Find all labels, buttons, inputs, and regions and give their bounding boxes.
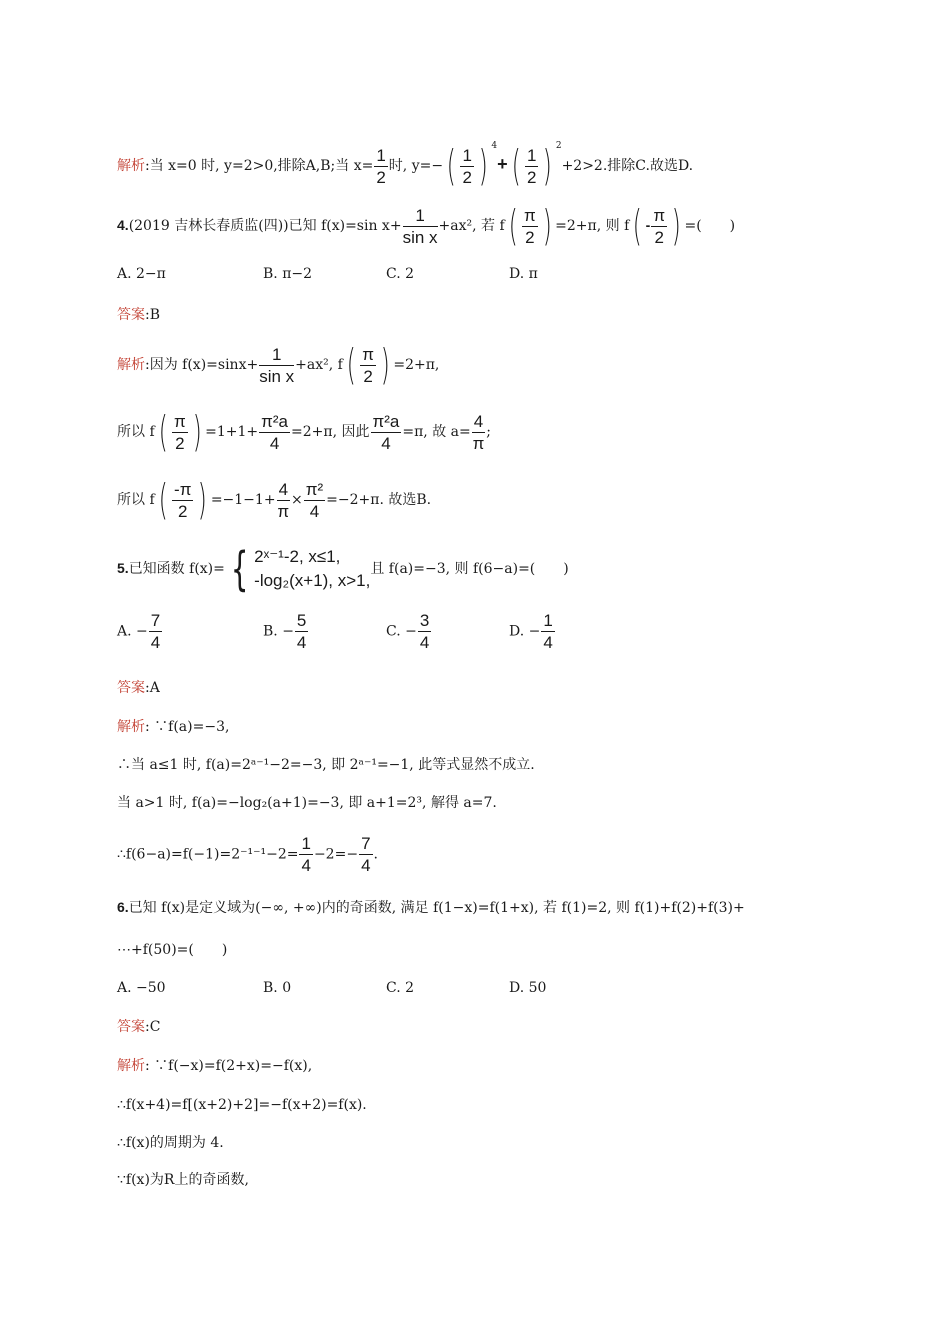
fraction: $\frac{\text{π²a}}{4}$: [261, 411, 289, 453]
q5-analysis-line-2: ∴当 a≤1 时, f(a)=2ᵃ⁻¹−2=−3, 即 2ᵃ⁻¹=−1, 此等式显然不成立.: [117, 757, 535, 773]
q6-analysis-line-4: ∵f(x)为R上的奇函数,: [117, 1172, 249, 1188]
q4-option-d: D. π: [509, 266, 538, 282]
fraction: $\frac{7}{4}$: [361, 834, 371, 875]
answer-value: :B: [145, 307, 161, 323]
fraction: $\frac{-\pi}{2}$: [174, 479, 192, 521]
piecewise-cases: 2ˣ⁻¹-2, x≤1, -log₂(x+1), x>1,: [254, 547, 371, 590]
stem-text: =2+π, 则 f: [555, 218, 630, 234]
analysis-label: 解析: [117, 1058, 145, 1074]
fraction: $\frac{\text{π²a}}{4}$: [372, 411, 400, 453]
q6-answer: [117, 1017, 160, 1037]
fraction: $\frac{1}{4}$: [301, 834, 311, 875]
answer-label: 答案: [117, 680, 145, 696]
q5-answer: [117, 678, 160, 698]
q5-option-b: B. − $\frac{5}{4}$: [263, 611, 307, 652]
question-number: 6.: [117, 899, 129, 915]
q6-analysis-line-2: ∴f(x+4)=f[(x+2)+2]=−f(x+2)=f(x).: [117, 1097, 367, 1113]
fraction: $\frac{1}{\text{sin x}}$: [259, 344, 295, 386]
fraction: $\frac{\pi}{2}$: [362, 344, 374, 386]
fraction: $\frac{4}{\pi}$: [277, 479, 290, 521]
q5-option-c: C. − $\frac{3}{4}$: [386, 611, 430, 652]
q5-analysis-line-1: 解析: ∵f(a)=−3,: [117, 719, 230, 735]
fraction: $\frac{1}{\text{sin x}}$: [402, 205, 438, 247]
q4-answer: [117, 305, 160, 325]
q4-analysis-line-1: 解析:因为 f(x)=sinx+ $\frac{1}{\text{sin x}}$ +ax², f( $\frac{\pi}{2}$ ) =2+π,: [117, 340, 440, 389]
q4-option-a: A. 2−π: [117, 266, 166, 282]
answer-value: :A: [145, 680, 160, 696]
stem-text: =( ): [684, 218, 736, 234]
fraction: $\frac{\pi}{2}$: [524, 205, 536, 247]
q5-option-d: D. − $\frac{1}{4}$: [509, 611, 553, 652]
answer-label: 答案: [117, 1019, 145, 1035]
fraction: $\frac{1}{2}$: [462, 145, 472, 187]
q6-option-d: D. 50: [509, 980, 547, 996]
q6-option-a: A. −50: [117, 980, 166, 996]
answer-label: 答案: [117, 307, 145, 323]
q6-stem-line-1: 6.已知 f(x)是定义域为(−∞, +∞)内的奇函数, 满足 f(1−x)=f(1+x), 若 f(1)=2, 则 f(1)+f(2)+f(3)+: [117, 899, 745, 916]
analysis-text: +2>2.排除C.故选D.: [561, 158, 694, 174]
analysis-text: 时, y=−: [388, 158, 444, 174]
q4-option-b: B. π−2: [263, 266, 313, 282]
fraction: $\frac{\pi}{2}$: [174, 411, 186, 453]
analysis-text: :当 x=0 时, y=2>0,排除A,B;当 x=: [145, 158, 374, 174]
fraction: $\frac{\text{π²}}{4}$: [305, 479, 324, 521]
stem-text: +ax², 若 f: [438, 218, 505, 234]
answer-value: :C: [145, 1019, 161, 1035]
q6-option-c: C. 2: [386, 980, 415, 996]
fraction: $\frac{4}{\pi}$: [472, 411, 485, 453]
q6-analysis-line-1: 解析: ∵f(−x)=f(2+x)=−f(x),: [117, 1058, 313, 1074]
q5-stem: 5.已知函数 f(x)= { 2ˣ⁻¹-2, x≤1, -log₂(x+1), x>1, 且 f(a)=−3, 则 f(6−a)=( ): [117, 542, 569, 596]
q5-option-a: A. − $\frac{7}{4}$: [117, 611, 161, 652]
q6-stem-line-2: ⋯+f(50)=( ): [117, 942, 228, 958]
q4-option-c: C. 2: [386, 266, 415, 282]
question-number: 5.: [117, 560, 129, 576]
analysis-label: 解析: [117, 719, 145, 735]
q4-analysis-line-3: 所以 f( $\frac{-\pi}{2}$ ) =−1−1+ $\frac{4}{\pi}$ × $\frac{\text{π²}}{4}$ =−2+π. 故选B.: [117, 475, 432, 524]
q5-analysis-line-3: 当 a>1 时, f(a)=−log₂(a+1)=−3, 即 a+1=2³, 解得 a=7.: [117, 795, 497, 811]
q3-analysis-line: 解析:当 x=0 时, y=2>0,排除A,B;当 x= $\frac{1}{2}$ 时, y=−( $\frac{1}{2}$ ) $^4$+( $\frac{1}{2}$ ) $^2$+2>2.排除C.故选D.: [117, 141, 694, 190]
fraction: $\frac{1}{2}$: [376, 145, 386, 187]
q5-analysis-line-4: ∴f(6−a)=f(−1)=2⁻¹⁻¹−2= $\frac{1}{4}$ −2=− $\frac{7}{4}$ .: [117, 834, 378, 875]
stem-text: (2019 吉林长春质监(四))已知 f(x)=sin x+: [128, 218, 402, 234]
analysis-label: 解析: [117, 357, 145, 373]
analysis-label: 解析: [117, 158, 145, 174]
fraction: $\frac{1}{2}$: [526, 145, 537, 187]
fraction: $\frac{\pi}{2}$: [653, 205, 666, 247]
q4-stem: 4.(2019 吉林长春质监(四))已知 f(x)=sin x+ $\frac{1}{\text{sin x}}$ +ax², 若 f( $\frac{\pi}{2}$ ) =2+π, 则 f( - $\frac{\pi}{2}$ ) =( ): [117, 201, 736, 250]
q6-option-b: B. 0: [263, 980, 292, 996]
question-number: 4.: [117, 217, 129, 233]
q4-analysis-line-2: 所以 f( $\frac{\pi}{2}$ ) =1+1+ $\frac{\text{π²a}}{4}$ =2+π, 因此 $\frac{\text{π²a}}{4}$ =π, 故 a= $\frac{4}{\pi}$ ;: [117, 407, 491, 456]
q6-analysis-line-3: ∴f(x)的周期为 4.: [117, 1135, 224, 1151]
